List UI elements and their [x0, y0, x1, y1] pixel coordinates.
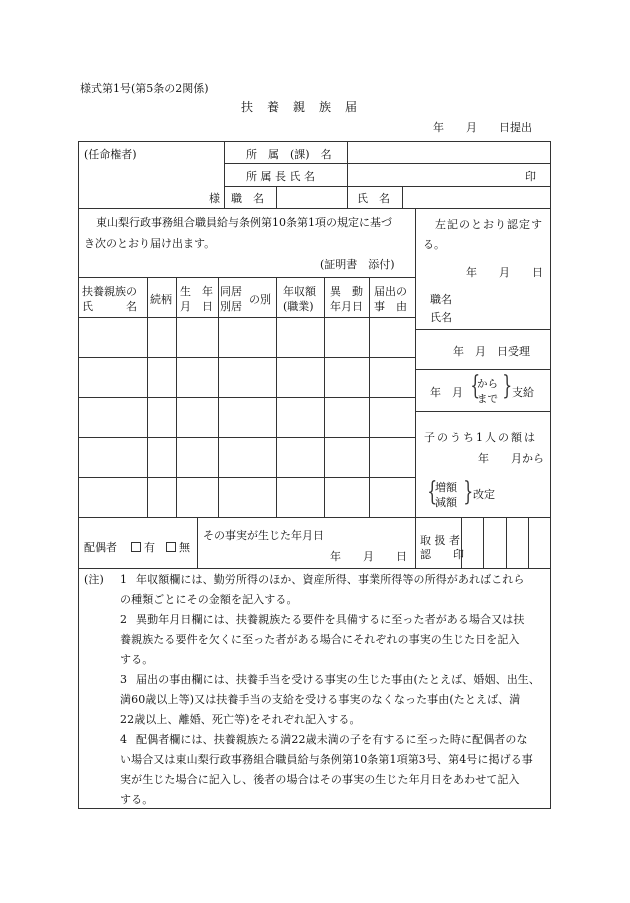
form-title: 扶 養 親 族 届: [241, 100, 359, 114]
attached-docs: (証明書 添付): [320, 258, 395, 271]
seal-box[interactable]: [462, 518, 482, 567]
name-label: 氏 名: [357, 192, 390, 205]
handler-seal-label: 認 印: [420, 548, 464, 561]
table-row[interactable]: [79, 398, 414, 437]
received-date: 年 月 日受理: [453, 345, 530, 358]
col-relation-head: 続柄: [150, 293, 172, 306]
note-3-line: 届出の事由欄には、扶養手当を受ける事実の生じた事由(たとえば、婚姻、出生、: [136, 673, 540, 686]
approval-date: 年 月 日: [466, 266, 543, 279]
seal-box[interactable]: [484, 518, 505, 567]
form-number: 様式第1号(第5条の2関係): [80, 82, 209, 95]
note-2-number: 2: [120, 613, 128, 626]
col-income-head: 年収額: [283, 285, 316, 298]
col-cohab-head-2: 別居: [220, 300, 242, 313]
fact-date-label: その事実が生じた年月日: [203, 529, 324, 542]
note-4-line: い場合又は東山梨行政事務組合職員給与条例第10条第1項第3号、第4号に掲げる事: [120, 753, 533, 766]
left-brace-icon: {: [470, 371, 481, 401]
note-3-line: 満60歳以上等)又は扶養手当の支給を受ける事実のなくなった事由(たとえば、満: [120, 693, 521, 706]
right-brace-icon: }: [463, 477, 474, 507]
table-row[interactable]: [79, 318, 414, 357]
approver-post-label: 職名: [430, 293, 452, 306]
note-3-number: 3: [120, 673, 128, 686]
post-field[interactable]: [277, 187, 346, 207]
honorific: 様: [209, 192, 220, 205]
col-cohab-head: 同居: [220, 285, 242, 298]
approver-name-label: 氏名: [430, 311, 452, 324]
col-income-head-2: (職業): [283, 300, 314, 313]
checkbox-icon: [131, 542, 141, 552]
approval-text: 左記のとおり認定す: [435, 218, 543, 231]
decrease-label: 減額: [435, 496, 457, 509]
submission-date: 年 月 日提出: [433, 121, 532, 134]
table-row[interactable]: [79, 358, 414, 397]
pay-from: から: [477, 378, 498, 390]
spouse-yes-checkbox[interactable]: [131, 539, 155, 555]
note-2-line: 異動年月日欄には、扶養親族たる要件を具備するに至った者がある場合又は扶: [136, 613, 525, 626]
revise-label: 改定: [473, 488, 495, 501]
statement-line-1: 東山梨行政事務組合職員給与条例第10条第1項の規定に基づ: [96, 216, 392, 229]
note-3-line: 22歳以上、離婚、死亡等)をそれぞれ記入する。: [120, 713, 361, 726]
seal-box[interactable]: [507, 518, 527, 567]
spouse-no-checkbox[interactable]: [166, 539, 190, 555]
col-birth-head: 生 年: [180, 285, 213, 298]
approval-text-2: る。: [423, 238, 445, 251]
note-2-line: 養親族たる要件を欠くに至った者がある場合にそれぞれの事実の生じた日を記入: [120, 633, 520, 646]
note-4-line: する。: [120, 793, 154, 806]
appointer-label: (任命権者): [84, 148, 137, 161]
col-name-head-2: 氏 名: [82, 300, 137, 313]
col-birth-head-2: 月 日: [180, 300, 213, 313]
department-field[interactable]: [348, 142, 550, 163]
notes-prefix: (注): [84, 573, 104, 586]
col-change-date-head-2: 年月日: [330, 300, 363, 313]
spouse-yes-label: 有: [144, 541, 155, 554]
child-amount-text: 子のうち1人の額は: [424, 431, 537, 444]
right-brace-icon: }: [502, 371, 513, 401]
checkbox-icon: [166, 542, 176, 552]
note-4-line: 実が生じた場合に記入し、後者の場合はその事実の生じた年月日をあわせて記入: [120, 773, 520, 786]
note-4-line: 配偶者欄には、扶養親族たる満22歳未満の子を有するに至った時に配偶者のな: [136, 733, 528, 746]
note-1-line: の種類ごとにその金額を記入する。: [120, 593, 298, 606]
note-1-line: 年収額欄には、勤労所得のほか、資産所得、事業所得等の所得があればこれら: [136, 573, 525, 586]
table-row[interactable]: [79, 478, 414, 517]
col-cohab-head-3: の別: [249, 293, 271, 306]
pay-suffix: 支給: [512, 386, 534, 399]
department-label: 所 属 (課) 名: [246, 148, 332, 161]
col-reason-head-2: 事 由: [374, 300, 407, 313]
statement-line-2: き次のとおり届け出ます。: [84, 237, 216, 250]
spouse-no-label: 無: [179, 541, 190, 554]
col-name-head: 扶養親族の: [82, 285, 137, 298]
left-brace-icon: {: [427, 477, 438, 507]
dept-head-field[interactable]: [348, 164, 518, 185]
fact-date: 年 月 日: [330, 550, 407, 563]
pay-to: まで: [477, 393, 498, 405]
col-reason-head: 届出の: [374, 285, 407, 298]
col-change-date-head: 異 動: [330, 285, 363, 298]
dept-head-label: 所 属 長 氏 名: [246, 170, 315, 183]
increase-label: 増額: [435, 481, 457, 494]
note-4-number: 4: [120, 733, 128, 746]
seal-mark: 印: [525, 170, 536, 183]
child-amount-date: 年 月から: [478, 452, 544, 465]
post-label: 職 名: [231, 192, 264, 205]
handler-label: 取 扱 者: [420, 534, 460, 547]
name-field[interactable]: [403, 187, 549, 207]
table-row[interactable]: [79, 438, 414, 477]
pay-period-prefix: 年 月: [430, 386, 463, 399]
seal-box[interactable]: [529, 518, 549, 567]
note-2-line: する。: [120, 653, 154, 666]
note-1-number: 1: [120, 573, 128, 586]
spouse-label: 配偶者: [84, 541, 117, 554]
